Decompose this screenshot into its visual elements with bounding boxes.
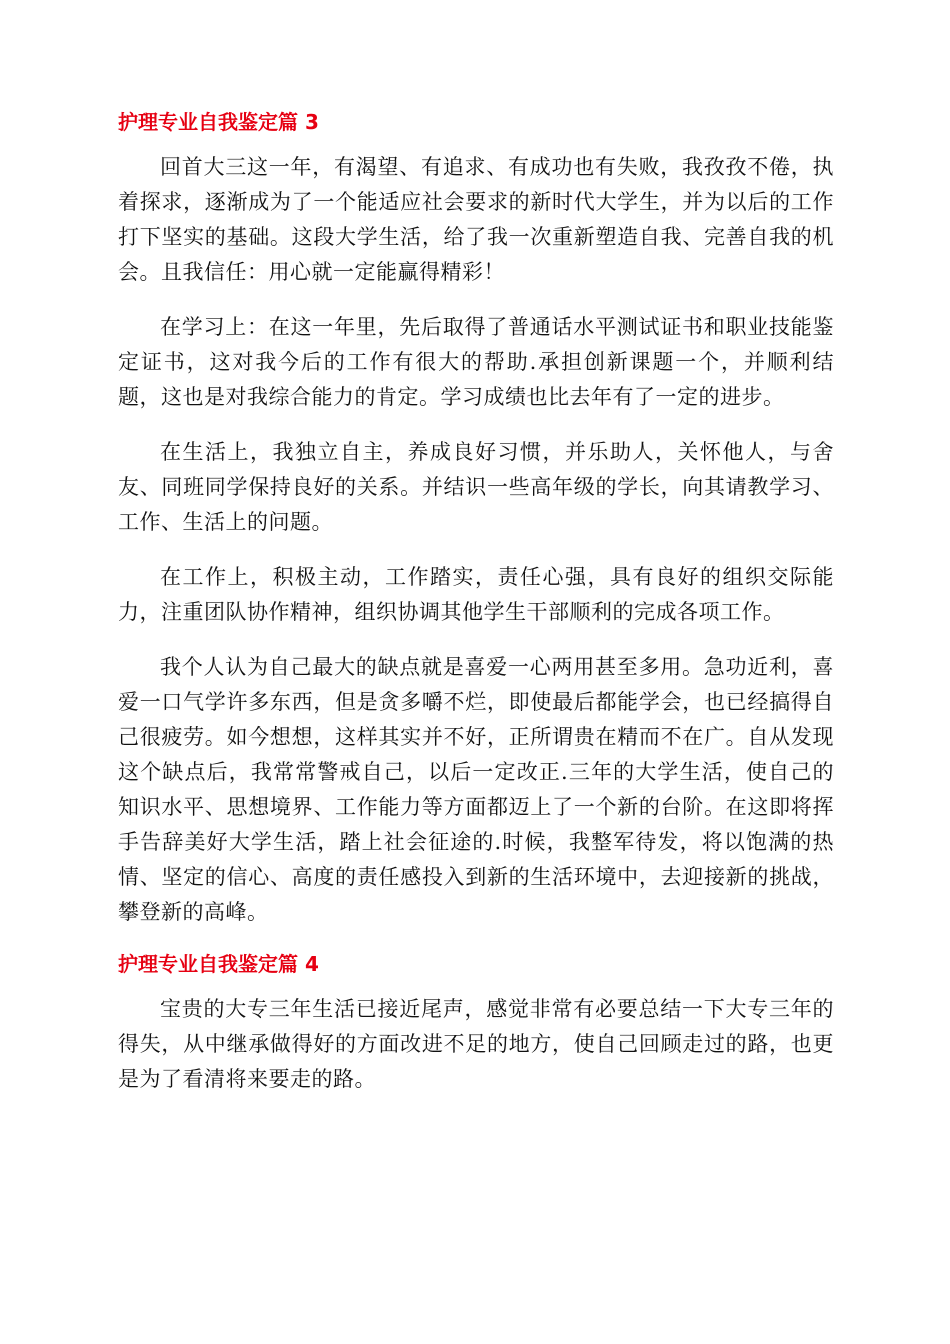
paragraph: 回首大三这一年，有渴望、有追求、有成功也有失败，我孜孜不倦，执着探求，逐渐成为了一个能适应社会要求的新时代大学生，并为以后的工作打下坚实的基础。这段大学生活，给了我一次重新塑造自我、完善自我的机会。且我信任：用心就一定能赢得精彩！ bbox=[118, 155, 834, 284]
paragraph: 我个人认为自己最大的缺点就是喜爱一心两用甚至多用。急功近利，喜爱一口气学许多东西，但是贪多嚼不烂，即使最后都能学会，也已经搞得自己很疲劳。如今想想，这样其实并不好，正所谓贵在精而不在广。自从发现这个缺点后，我常常警戒自己，以后一定改正.三年的大学生活，使自己的知识水平、思想境界、工作能力等方面都迈上了一个新的台阶。在这即将挥手告辞美好大学生活，踏上社会征途的.时候，我整军待发，将以饱满的热情、坚定的信心、高度的责任感投入到新的生活环境中，去迎接新的挑战，攀登新的高峰。 bbox=[118, 655, 834, 924]
section-4 bbox=[118, 950, 834, 1097]
document-page bbox=[118, 108, 834, 1117]
section-title: 护理专业自我鉴定篇 4 bbox=[118, 952, 319, 976]
section-title: 护理专业自我鉴定篇 3 bbox=[118, 110, 319, 134]
section-3 bbox=[118, 108, 834, 930]
paragraph: 宝贵的大专三年生活已接近尾声，感觉非常有必要总结一下大专三年的得失，从中继承做得好的方面改进不足的地方，使自己回顾走过的路，也更是为了看清将来要走的路。 bbox=[118, 997, 834, 1091]
paragraph: 在学习上：在这一年里，先后取得了普通话水平测试证书和职业技能鉴定证书，这对我今后的工作有很大的帮助.承担创新课题一个，并顺利结题，这也是对我综合能力的肯定。学习成绩也比去年有了一定的进步。 bbox=[118, 315, 834, 409]
paragraph: 在工作上，积极主动，工作踏实，责任心强，具有良好的组织交际能力，注重团队协作精神，组织协调其他学生干部顺利的完成各项工作。 bbox=[118, 565, 834, 624]
paragraph: 在生活上，我独立自主，养成良好习惯，并乐助人，关怀他人，与舍友、同班同学保持良好的关系。并结识一些高年级的学长，向其请教学习、工作、生活上的问题。 bbox=[118, 440, 834, 534]
